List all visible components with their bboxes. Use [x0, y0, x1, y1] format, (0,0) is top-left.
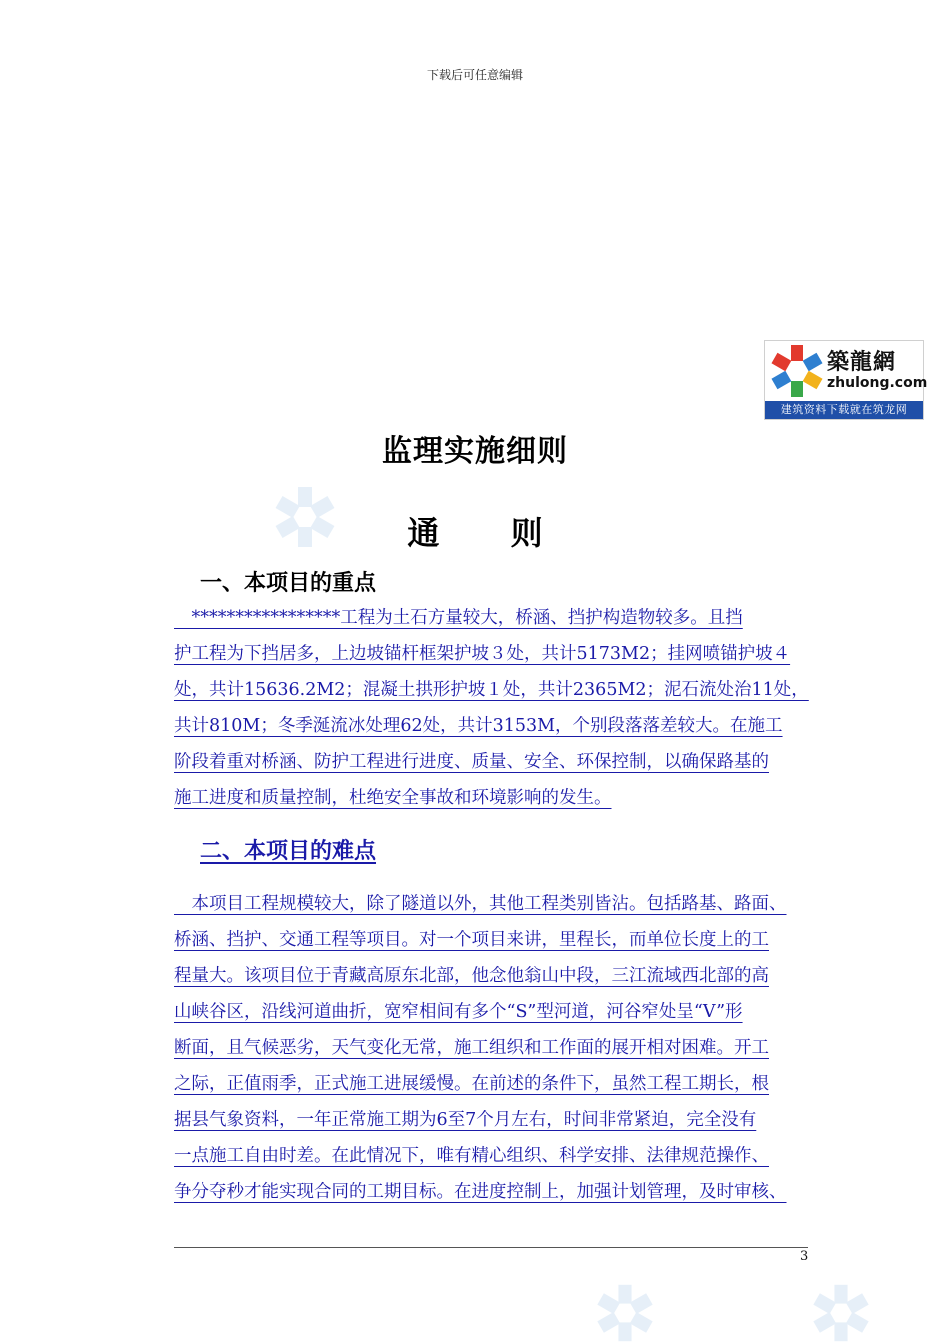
watermark-snowflake-icon: [808, 1282, 874, 1344]
paragraph-line: 之际，正值雨季，正式施工进展缓慢。在前述的条件下，虽然工程工期长，根: [174, 1074, 769, 1094]
paragraph-line: 程量大。该项目位于青藏高原东北部，他念他翁山中段，三江流域西北部的高: [174, 966, 769, 986]
watermark-snowflake-icon: [592, 1282, 658, 1344]
paragraph-line: 断面，且气候恶劣，天气变化无常，施工组织和工作面的展开相对困难。开工: [174, 1038, 769, 1058]
paragraph-line: 据县气象资料，一年正常施工期为6至7个月左右，时间非常紧迫，完全没有: [174, 1110, 757, 1130]
paragraph-line: 护工程为下挡居多，上边坡锚杆框架护坡３处，共计5173M2；挂网喷锚护坡４: [174, 644, 791, 664]
snowflake-logo-icon: [769, 343, 825, 399]
paragraph-line: 处，共计15636.2M2；混凝土拱形护坡１处，共计2365M2；泥石流处治11处，: [174, 680, 809, 700]
section-heading-difficulties: 二、本项目的难点: [200, 839, 377, 864]
header-note: 下载后可任意编辑: [426, 68, 523, 82]
paragraph-line: *****************工程为土石方量较大，桥涵、挡护构造物较多。且挡: [174, 608, 743, 628]
footer-rule: [174, 1247, 808, 1248]
document-subtitle: 通 则: [407, 514, 573, 552]
section-heading-key-points: 一、本项目的重点: [200, 571, 377, 596]
paragraph-line: 阶段着重对桥涵、防护工程进行进度、质量、安全、环保控制，以确保路基的: [174, 752, 769, 772]
paragraph-line: 本项目工程规模较大，除了隧道以外，其他工程类别皆沾。包括路基、路面、: [174, 894, 787, 914]
paragraph-line: 山峡谷区，沿线河道曲折，宽窄相间有多个“S”型河道，河谷窄处呈“V”形: [174, 1002, 743, 1022]
zhulong-logo: [764, 340, 928, 420]
paragraph-line: 争分夺秒才能实现合同的工期目标。在进度控制上，加强计划管理，及时审核、: [174, 1182, 787, 1202]
logo-name: 築龍網: [827, 349, 897, 375]
logo-domain: zhulong.com: [827, 375, 928, 391]
logo-tagline: 建筑资料下载就在筑龙网: [765, 401, 923, 419]
paragraph-line: 施工进度和质量控制，杜绝安全事故和环境影响的发生。: [174, 788, 612, 808]
paragraph-line: 共计810M；冬季涎流冰处理62处，共计3153M，个别段落落差较大。在施工: [174, 716, 783, 736]
document-title: 监理实施细则: [382, 434, 568, 469]
paragraph-line: 桥涵、挡护、交通工程等项目。对一个项目来讲，里程长，而单位长度上的工: [174, 930, 769, 950]
page-number: 3: [800, 1249, 809, 1264]
paragraph-line: 一点施工自由时差。在此情况下，唯有精心组织、科学安排、法律规范操作、: [174, 1146, 769, 1166]
